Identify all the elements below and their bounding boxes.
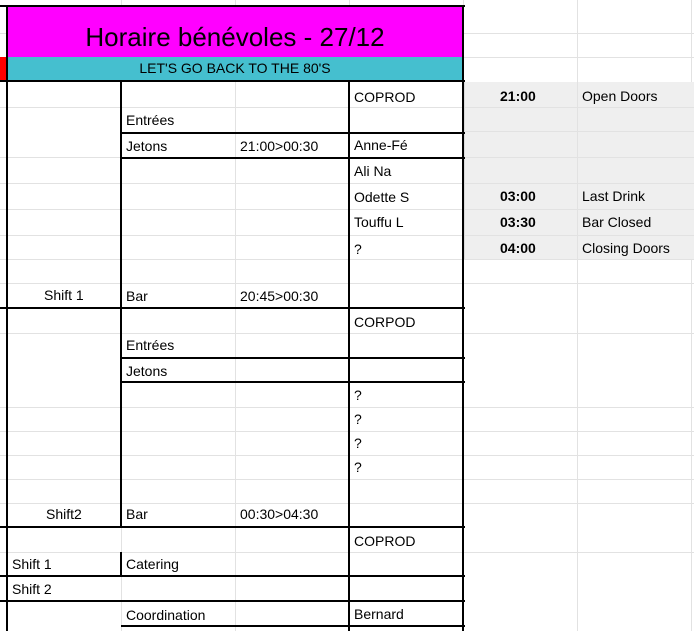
shift2-label: Shift2 xyxy=(46,506,82,522)
shift2-bar-volunteer: ? xyxy=(354,387,362,403)
border xyxy=(348,80,350,308)
coordination-volunteer: Bernard xyxy=(354,606,404,622)
gridline xyxy=(465,131,694,132)
page-title: Horaire bénévoles - 27/12 xyxy=(85,22,385,52)
catering-task: Catering xyxy=(126,556,179,572)
gridline xyxy=(0,503,694,504)
shift2-bar-volunteer: ? xyxy=(354,411,362,427)
shift1-entrees-volunteer: COPROD xyxy=(354,89,416,105)
page-subtitle: LET'S GO BACK TO THE 80'S xyxy=(139,60,331,76)
timeline-time: 03:30 xyxy=(500,214,536,230)
gridline xyxy=(0,407,694,408)
gridline xyxy=(577,82,578,259)
shift1-label: Shift 1 xyxy=(44,287,84,303)
gridline xyxy=(0,552,694,553)
shift1-jetons-volunteer: Anne-Fé xyxy=(354,137,408,153)
shift1-jetons-time: 21:00>00:30 xyxy=(240,138,319,154)
shift2-bar-volunteer: ? xyxy=(354,435,362,451)
gridline xyxy=(0,455,694,456)
shift2-entrees-volunteer: CORPOD xyxy=(354,314,416,330)
catering-volunteer: COPROD xyxy=(354,533,416,549)
timeline-panel xyxy=(465,82,694,259)
shift1-entrees-task: Entrées xyxy=(126,112,175,128)
shift1-jetons-task: Jetons xyxy=(126,138,168,154)
border xyxy=(0,80,465,82)
shift2-bar-volunteer: ? xyxy=(354,459,362,475)
gridline xyxy=(0,479,694,480)
border xyxy=(120,552,122,576)
gridline xyxy=(465,107,694,108)
border xyxy=(121,381,465,383)
shift2-entrees-task: Entrées xyxy=(126,337,175,353)
catering-shift2-label: Shift 2 xyxy=(12,581,52,597)
border xyxy=(462,5,464,631)
border xyxy=(0,307,465,309)
border xyxy=(0,600,465,602)
timeline-event: Closing Doors xyxy=(582,240,670,256)
border xyxy=(348,527,350,631)
border xyxy=(0,575,465,577)
shift1-bar-volunteer: Touffu L xyxy=(354,214,404,230)
catering-shift1-label: Shift 1 xyxy=(12,556,52,572)
timeline-event: Open Doors xyxy=(582,88,658,104)
gridline xyxy=(465,157,694,158)
border xyxy=(121,132,465,134)
gridline xyxy=(0,431,694,432)
gridline xyxy=(0,333,694,334)
shift1-bar-volunteer: ? xyxy=(354,241,362,257)
timeline-time: 21:00 xyxy=(500,88,536,104)
shift2-bar-time: 00:30>04:30 xyxy=(240,506,319,522)
gridline xyxy=(0,283,694,284)
gridline xyxy=(465,209,694,210)
border xyxy=(0,5,465,7)
shift2-jetons-task: Jetons xyxy=(126,363,168,379)
border xyxy=(121,625,465,627)
border xyxy=(6,5,8,631)
gridline xyxy=(0,259,694,260)
timeline-event: Last Drink xyxy=(582,188,646,204)
border xyxy=(348,307,350,527)
timeline-time: 04:00 xyxy=(500,240,536,256)
border xyxy=(0,526,465,528)
shift1-bar-volunteer: Odette S xyxy=(354,189,410,205)
shift1-bar-volunteer: Ali Na xyxy=(354,163,392,179)
gridline xyxy=(465,235,694,236)
gridline xyxy=(465,183,694,184)
shift2-bar-task: Bar xyxy=(126,506,148,522)
coordination-task: Coordination xyxy=(126,607,206,623)
border xyxy=(120,80,122,527)
shift1-bar-task: Bar xyxy=(126,288,148,304)
shift1-bar-time: 20:45>00:30 xyxy=(240,288,319,304)
border xyxy=(121,357,465,359)
border xyxy=(121,157,465,159)
timeline-time: 03:00 xyxy=(500,188,536,204)
timeline-event: Bar Closed xyxy=(582,214,652,230)
gridline xyxy=(235,0,236,631)
